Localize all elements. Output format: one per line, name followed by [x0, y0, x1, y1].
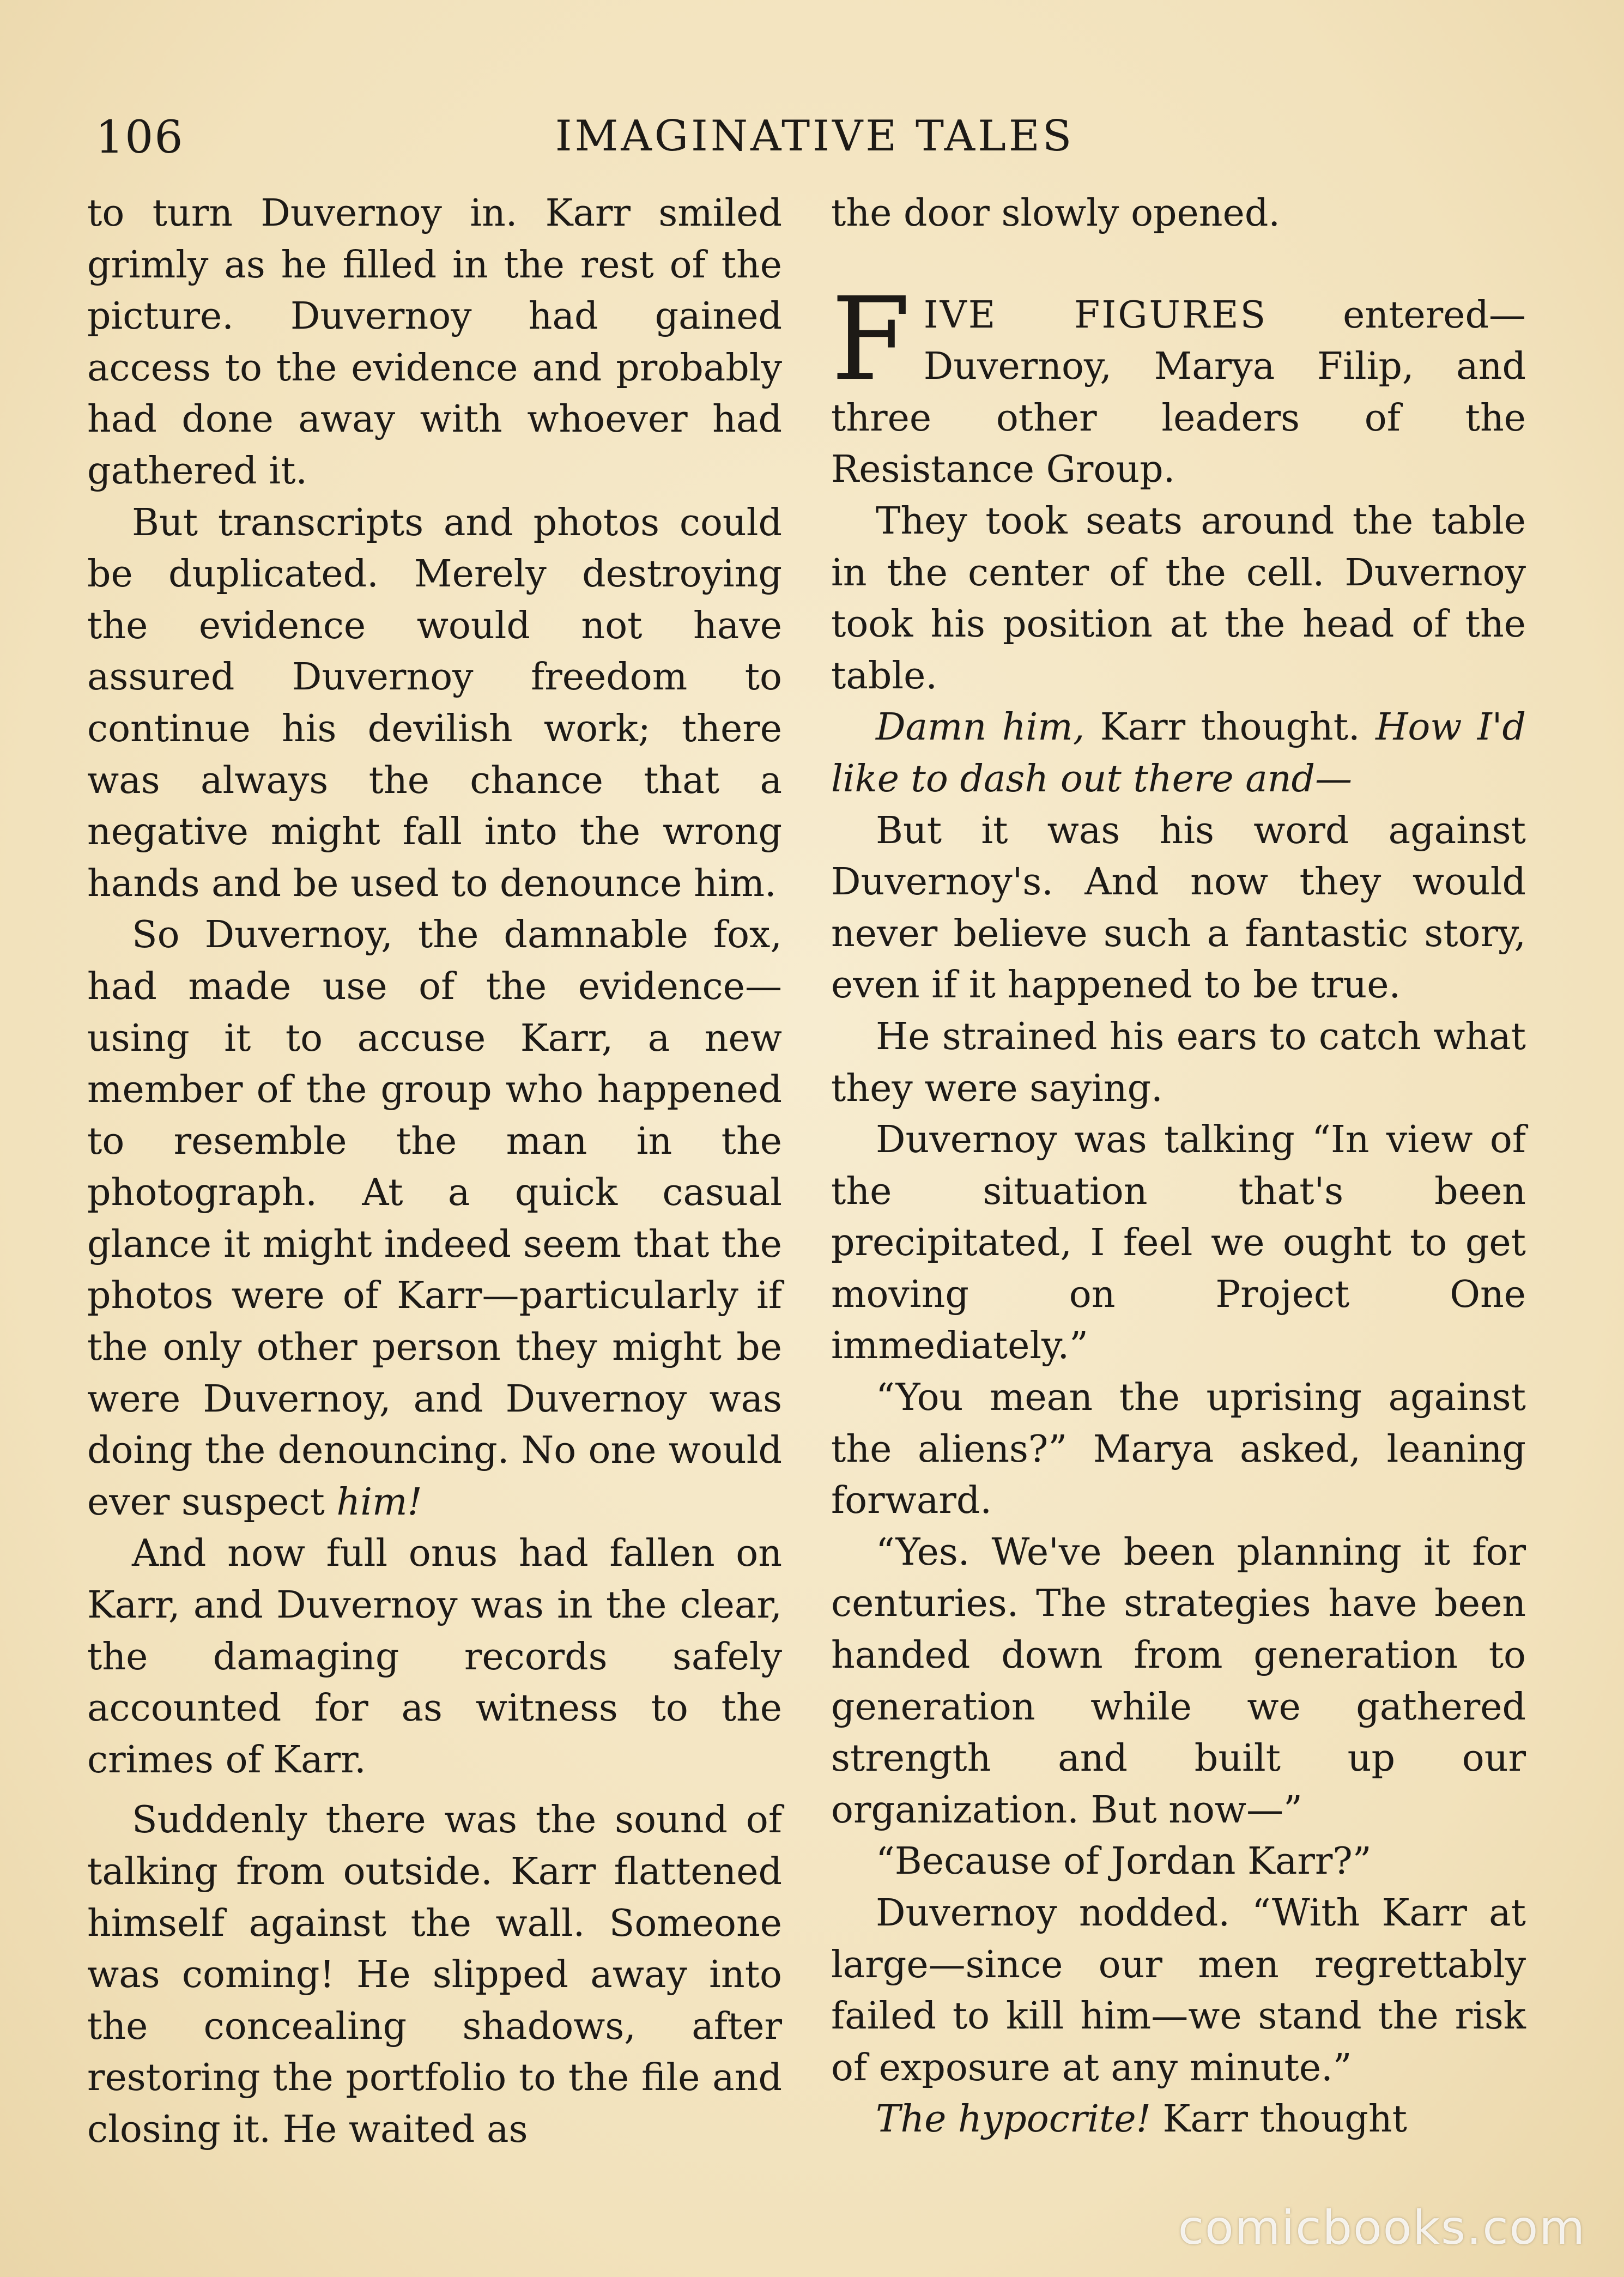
- paragraph: And now full onus had fallen on Karr, and Duvernoy was in the clear, the damaging records safely accounted for as witness to the crimes of Karr.: [87, 1532, 782, 1782]
- paragraph-text: So Duvernoy, the damnable fox, had made use of the evidence—using it to accuse Karr, a new member of the group who happened to resemble the man in the photograph. At a quick casual glance it might indeed seem that the photos were of Karr—particularly if the only other person they might be were Duvernoy, and Duvernoy was doing the denouncing. No one would ever suspect: [87, 913, 782, 1524]
- paragraph: But transcripts and photos could be duplicated. Merely destroying the evidence would not have assured Duvernoy freedom to continue his devilish work; there was always the chance that a negative might fall into the wrong hands and be used to denounce him.: [87, 501, 782, 905]
- paragraph: [831, 702, 1526, 805]
- paragraph: Duvernoy nodded. “With Karr at large—since our men regrettably failed to kill him—we stand the risk of exposure at any minute.”: [831, 1892, 1526, 2090]
- paragraph: [831, 2094, 1526, 2146]
- paragraph: They took seats around the table in the center of the cell. Duvernoy took his position at the head of the table.: [831, 499, 1526, 698]
- page-header: [95, 112, 1534, 172]
- paragraph-text: Karr thought.: [1084, 706, 1376, 749]
- paragraph: “You mean the uprising against the aliens?” Marya asked, leaning forward.: [831, 1376, 1526, 1523]
- paragraph: “Yes. We've been planning it for centuries. The strategies have been handed down from generation to generation while we gathered strength and built up our organization. But now—”: [831, 1530, 1526, 1832]
- paragraph: Suddenly there was the sound of talking from outside. Karr flattened himself against the wall. Someone was coming! He slipped away into the concealing shadows, after restoring the portfolio to the file and closing it. He waited as: [87, 1798, 782, 2151]
- paragraph: [87, 910, 782, 1528]
- section-gap: [87, 1786, 782, 1795]
- page-number: 106: [95, 112, 184, 163]
- drop-cap: F: [831, 272, 911, 406]
- paragraph: the door slowly opened.: [831, 192, 1280, 235]
- paragraph: Duvernoy was talking “In view of the situation that's been precipitated, I feel we ought to get moving on Project One immediately.”: [831, 1118, 1526, 1368]
- running-title: IMAGINATIVE TALES: [555, 112, 1075, 161]
- section-gap: [831, 240, 1526, 290]
- emphasis-text: How I'd like to dash out there and—: [831, 706, 1526, 801]
- emphasis-text: Damn him,: [876, 706, 1085, 749]
- paragraph: He strained his ears to catch what they were saying.: [831, 1015, 1526, 1110]
- paragraph-text: entered—Duvernoy, Marya Filip, and three other leaders of the Resistance Group.: [831, 293, 1526, 492]
- right-column: [831, 188, 1526, 2146]
- paragraph: “Because of Jordan Karr?”: [876, 1840, 1372, 1884]
- watermark: comicbooks.com: [1178, 2201, 1586, 2255]
- paragraph: But it was his word against Duvernoy's. And now they would never believe such a fantastic story, even if it happened to be true.: [831, 809, 1526, 1007]
- left-column: [87, 188, 782, 2156]
- emphasis-text: The hypocrite!: [876, 2098, 1151, 2141]
- emphasis-text: him!: [336, 1480, 422, 1524]
- small-caps-lead: IVE FIGURES: [923, 293, 1268, 337]
- paragraph-with-dropcap: [831, 272, 1526, 496]
- paragraph-text: Karr thought: [1150, 2098, 1408, 2141]
- paragraph: to turn Duvernoy in. Karr smiled grimly as he filled in the rest of the picture. Duvernoy had gained access to the evidence and probably had done away with whoever had gathered it.: [87, 192, 782, 493]
